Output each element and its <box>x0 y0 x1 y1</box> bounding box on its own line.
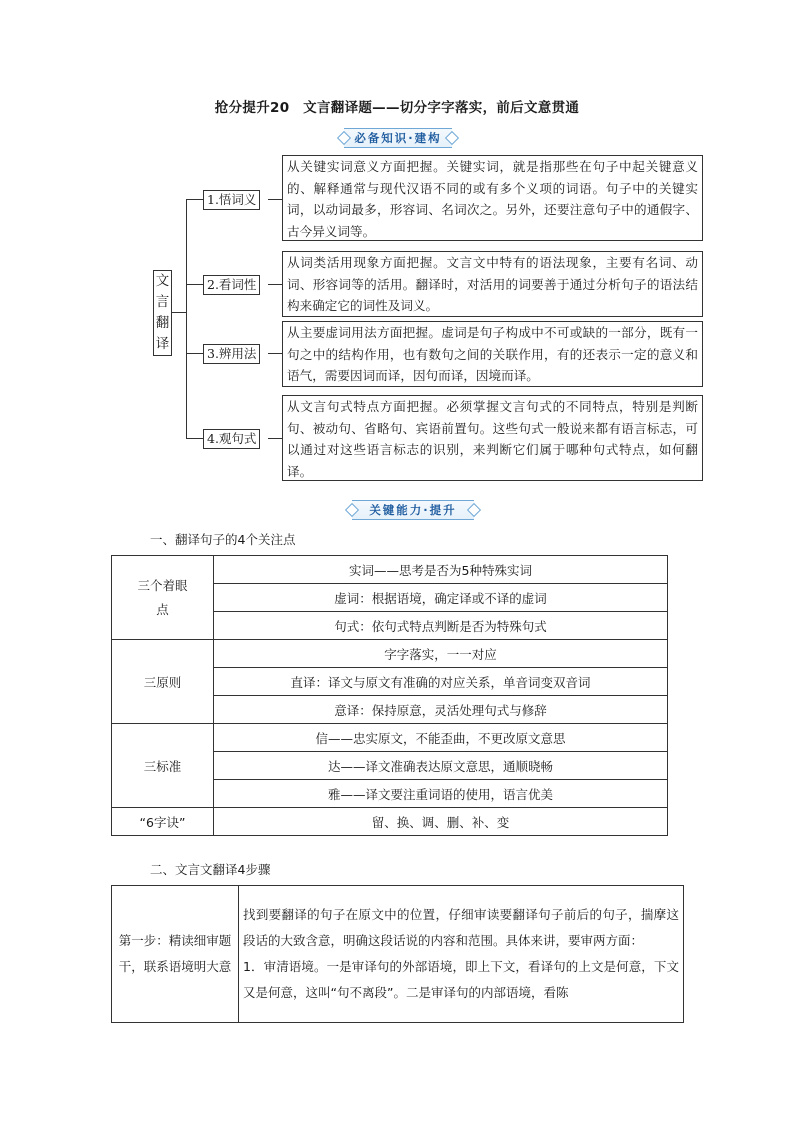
table-row-label: “6字诀” <box>112 808 214 836</box>
table-row <box>112 886 684 1023</box>
connector-line <box>172 312 186 313</box>
table-cell: 实词——思考是否为5种特殊实词 <box>214 556 668 584</box>
table-row <box>112 640 668 668</box>
connector-line <box>186 284 203 285</box>
section-heading: 二、文言文翻译4步骤 <box>150 862 271 877</box>
mindmap-root-char: 文 <box>155 273 170 289</box>
table-cell: 留、换、调、删、补、变 <box>214 808 668 836</box>
table-row <box>112 724 668 752</box>
connector-line <box>186 199 203 200</box>
table-cell: 虚词：根据语境，确定译或不译的虚词 <box>214 584 668 612</box>
mindmap-node-label: 3.辨用法 <box>203 344 260 364</box>
mindmap-root-char: 言 <box>155 294 170 310</box>
mindmap-node-description: 从主要虚词用法方面把握。虚词是句子构成中不可或缺的一部分，既有一句之中的结构作用，也有数句之间的关联作用，有的还表示一定的意义和语气，需要因词而译，因句而译，因境而译。 <box>282 321 703 387</box>
connector-line <box>268 199 282 200</box>
steps-table <box>111 885 684 1023</box>
mindmap-root-char: 翻 <box>155 315 170 331</box>
table-cell: 句式：依句式特点判断是否为特殊句式 <box>214 612 668 640</box>
mindmap-node-description: 从词类活用现象方面把握。文言文中特有的语法现象，主要有名词、动词、形容词等的活用。翻译时，对活用的词要善于通过分析句子的语法结构来确定它的词性及词义。 <box>282 251 703 317</box>
step-body-intro: 找到要翻译的句子在原文中的位置，仔细审读要翻译句子前后的句子，揣摩这段话的大致含意，明确这段话说的内容和范围。具体来讲，要审两方面： <box>243 907 679 948</box>
table-cell: 雅——译文要注重词语的使用，语言优美 <box>214 780 668 808</box>
mindmap-node-label: 4.观句式 <box>203 429 260 449</box>
step-label: 第一步：精读细审题干，联系语境明大意 <box>112 886 239 1023</box>
mindmap-node-label: 2.看词性 <box>203 275 260 295</box>
table-row <box>112 556 668 584</box>
section-banner-ability: 关键能力·提升 <box>352 500 474 520</box>
mindmap-root <box>153 270 172 356</box>
section-banner-knowledge: 必备知识·建构 <box>344 128 452 148</box>
mindmap-node-description: 从关键实词意义方面把握。关键实词，就是指那些在句子中起关键意义的、解释通常与现代汉语不同的或有多个义项的词语。句子中的关键实词，以动词最多，形容词、名词次之。另外，还要注意句子中的通假字、古今异义词等。 <box>282 155 703 241</box>
table-row-label <box>112 556 214 640</box>
table-row-label: 三标准 <box>112 724 214 808</box>
connector-line <box>268 438 282 439</box>
table-cell: 意译：保持原意，灵活处理句式与修辞 <box>214 696 668 724</box>
section-heading: 一、翻译句子的4个关注点 <box>150 532 296 547</box>
table-cell: 直译：译文与原文有准确的对应关系，单音词变双音词 <box>214 668 668 696</box>
table-row-label: 三原则 <box>112 640 214 724</box>
mindmap-root-char: 译 <box>155 336 170 352</box>
mindmap-node-label: 1.悟词义 <box>203 190 260 210</box>
connector-line <box>186 353 203 354</box>
mindmap-node-description: 从文言句式特点方面把握。必须掌握文言句式的不同特点，特别是判断句、被动句、省略句、宾语前置句。这些句式一般说来都有语言标志，可以通过对这些语言标志的识别，来判断它们属于哪种句式特点，如何翻译。 <box>282 395 703 481</box>
step-body-point: 1．审清语境。一是审译句的外部语境，即上下文，看译句的上文是何意，下文又是何意，这叫“句不离段”。二是审译句的内部语境，看陈 <box>243 959 679 1000</box>
connector-trunk <box>186 199 187 438</box>
table-cell: 字字落实，一一对应 <box>214 640 668 668</box>
table-row <box>112 808 668 836</box>
step-body <box>239 886 684 1023</box>
table-cell-text: 三个着眼点 <box>137 577 188 617</box>
page-title: 抢分提升20 文言翻译题——切分字字落实，前后文意贯通 <box>214 100 580 116</box>
connector-line <box>186 438 203 439</box>
connector-line <box>268 353 282 354</box>
table-cell: 信——忠实原文，不能歪曲，不更改原文意思 <box>214 724 668 752</box>
connector-line <box>268 284 282 285</box>
focus-points-table <box>111 555 668 836</box>
table-cell: 达——译文准确表达原文意思，通顺晓畅 <box>214 752 668 780</box>
